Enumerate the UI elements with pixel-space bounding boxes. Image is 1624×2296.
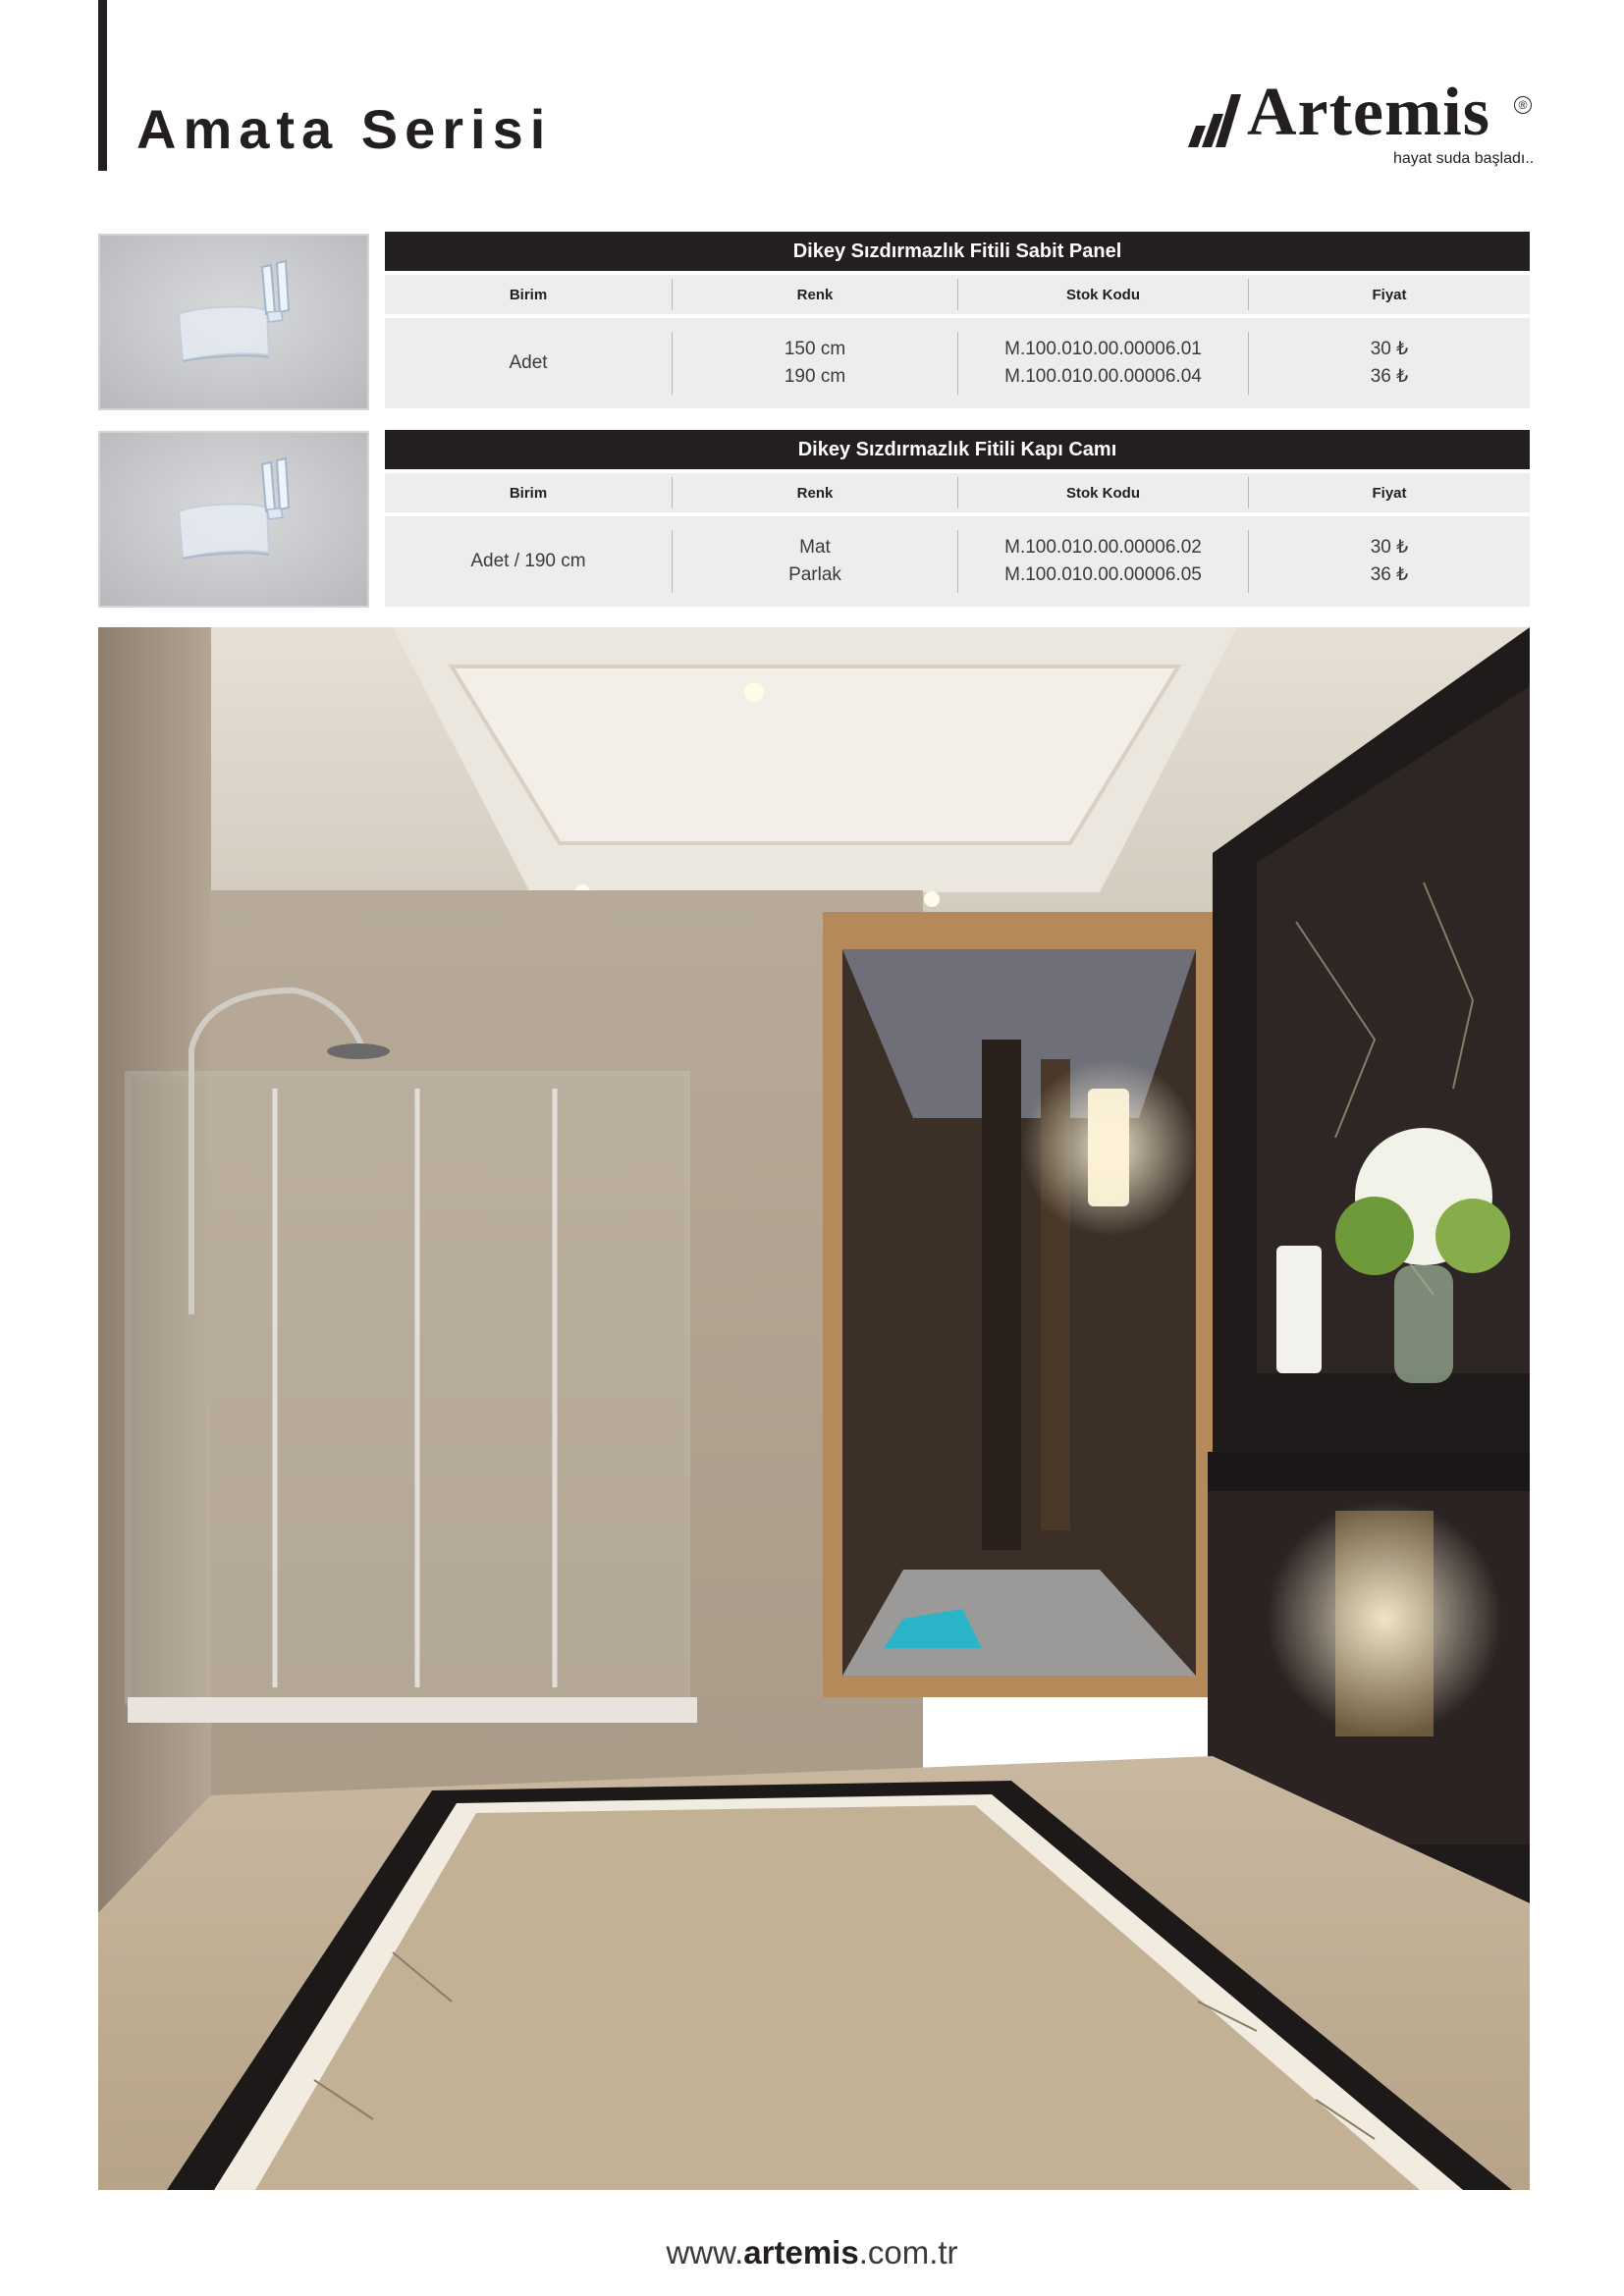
cell-stok-kodu <box>957 530 1248 593</box>
product-title: Dikey Sızdırmazlık Fitili Sabit Panel <box>385 232 1530 271</box>
column-header-birim: Birim <box>509 484 548 502</box>
artemis-slash-marks-icon <box>1184 92 1241 147</box>
fiyat-value: 30 ₺ <box>1370 537 1409 558</box>
product-image-seal-strip <box>98 234 369 410</box>
stok-kodu-value: M.100.010.00.00006.01 <box>1004 339 1202 359</box>
cell-fiyat <box>1248 332 1530 395</box>
unit-value: Adet <box>509 352 548 373</box>
brand-tagline: hayat suda başladı.. <box>1393 150 1535 167</box>
cell-birim <box>385 332 672 395</box>
product-title: Dikey Sızdırmazlık Fitili Kapı Camı <box>385 430 1530 469</box>
cell-fiyat <box>1248 530 1530 593</box>
renk-value: Parlak <box>788 564 841 585</box>
table-body-row <box>385 318 1530 408</box>
unit-value: Adet / 190 cm <box>470 551 586 571</box>
column-header-renk: Renk <box>672 279 957 310</box>
series-title: Amata Serisi <box>136 98 553 160</box>
cell-stok-kodu <box>957 332 1248 395</box>
bathroom-showcase-image <box>98 627 1530 2190</box>
stok-kodu-value: M.100.010.00.00006.04 <box>1004 366 1202 387</box>
column-header-stok-kodu: Stok Kodu <box>957 279 1248 310</box>
column-header-stok-kodu: Stok Kodu <box>957 477 1248 508</box>
cell-renk <box>672 332 957 395</box>
fiyat-value: 30 ₺ <box>1370 339 1409 359</box>
fiyat-value: 36 ₺ <box>1370 564 1409 585</box>
column-header-fiyat: Fiyat <box>1248 279 1530 310</box>
bathroom-illustration <box>98 627 1530 2190</box>
brand-name: Artemis <box>1247 75 1491 150</box>
table-header-row <box>385 275 1530 314</box>
table-header-row <box>385 473 1530 512</box>
cell-birim <box>385 530 672 593</box>
table-body-row <box>385 516 1530 607</box>
product-table-sabit-panel <box>385 232 1530 408</box>
column-header-fiyat: Fiyat <box>1248 477 1530 508</box>
stok-kodu-value: M.100.010.00.00006.02 <box>1004 537 1202 558</box>
seal-strip-illustration <box>100 236 367 408</box>
column-header-renk: Renk <box>672 477 957 508</box>
product-table-kapi-cami <box>385 430 1530 607</box>
product-image-seal-strip-door <box>98 431 369 608</box>
renk-value: 150 cm <box>784 339 846 359</box>
website-brand: artemis <box>743 2234 859 2270</box>
seal-strip-illustration <box>100 433 367 606</box>
website-prefix: www. <box>666 2234 744 2270</box>
brand-logo[interactable] <box>1182 75 1536 173</box>
registered-mark: ® <box>1514 96 1532 114</box>
renk-value: 190 cm <box>784 366 846 387</box>
column-header-birim: Birim <box>509 286 548 303</box>
fiyat-value: 36 ₺ <box>1370 366 1409 387</box>
website-link[interactable] <box>0 2236 1624 2269</box>
stok-kodu-value: M.100.010.00.00006.05 <box>1004 564 1202 585</box>
header-accent-bar <box>98 0 107 171</box>
cell-renk <box>672 530 957 593</box>
renk-value: Mat <box>799 537 831 558</box>
website-suffix: .com.tr <box>858 2234 958 2270</box>
